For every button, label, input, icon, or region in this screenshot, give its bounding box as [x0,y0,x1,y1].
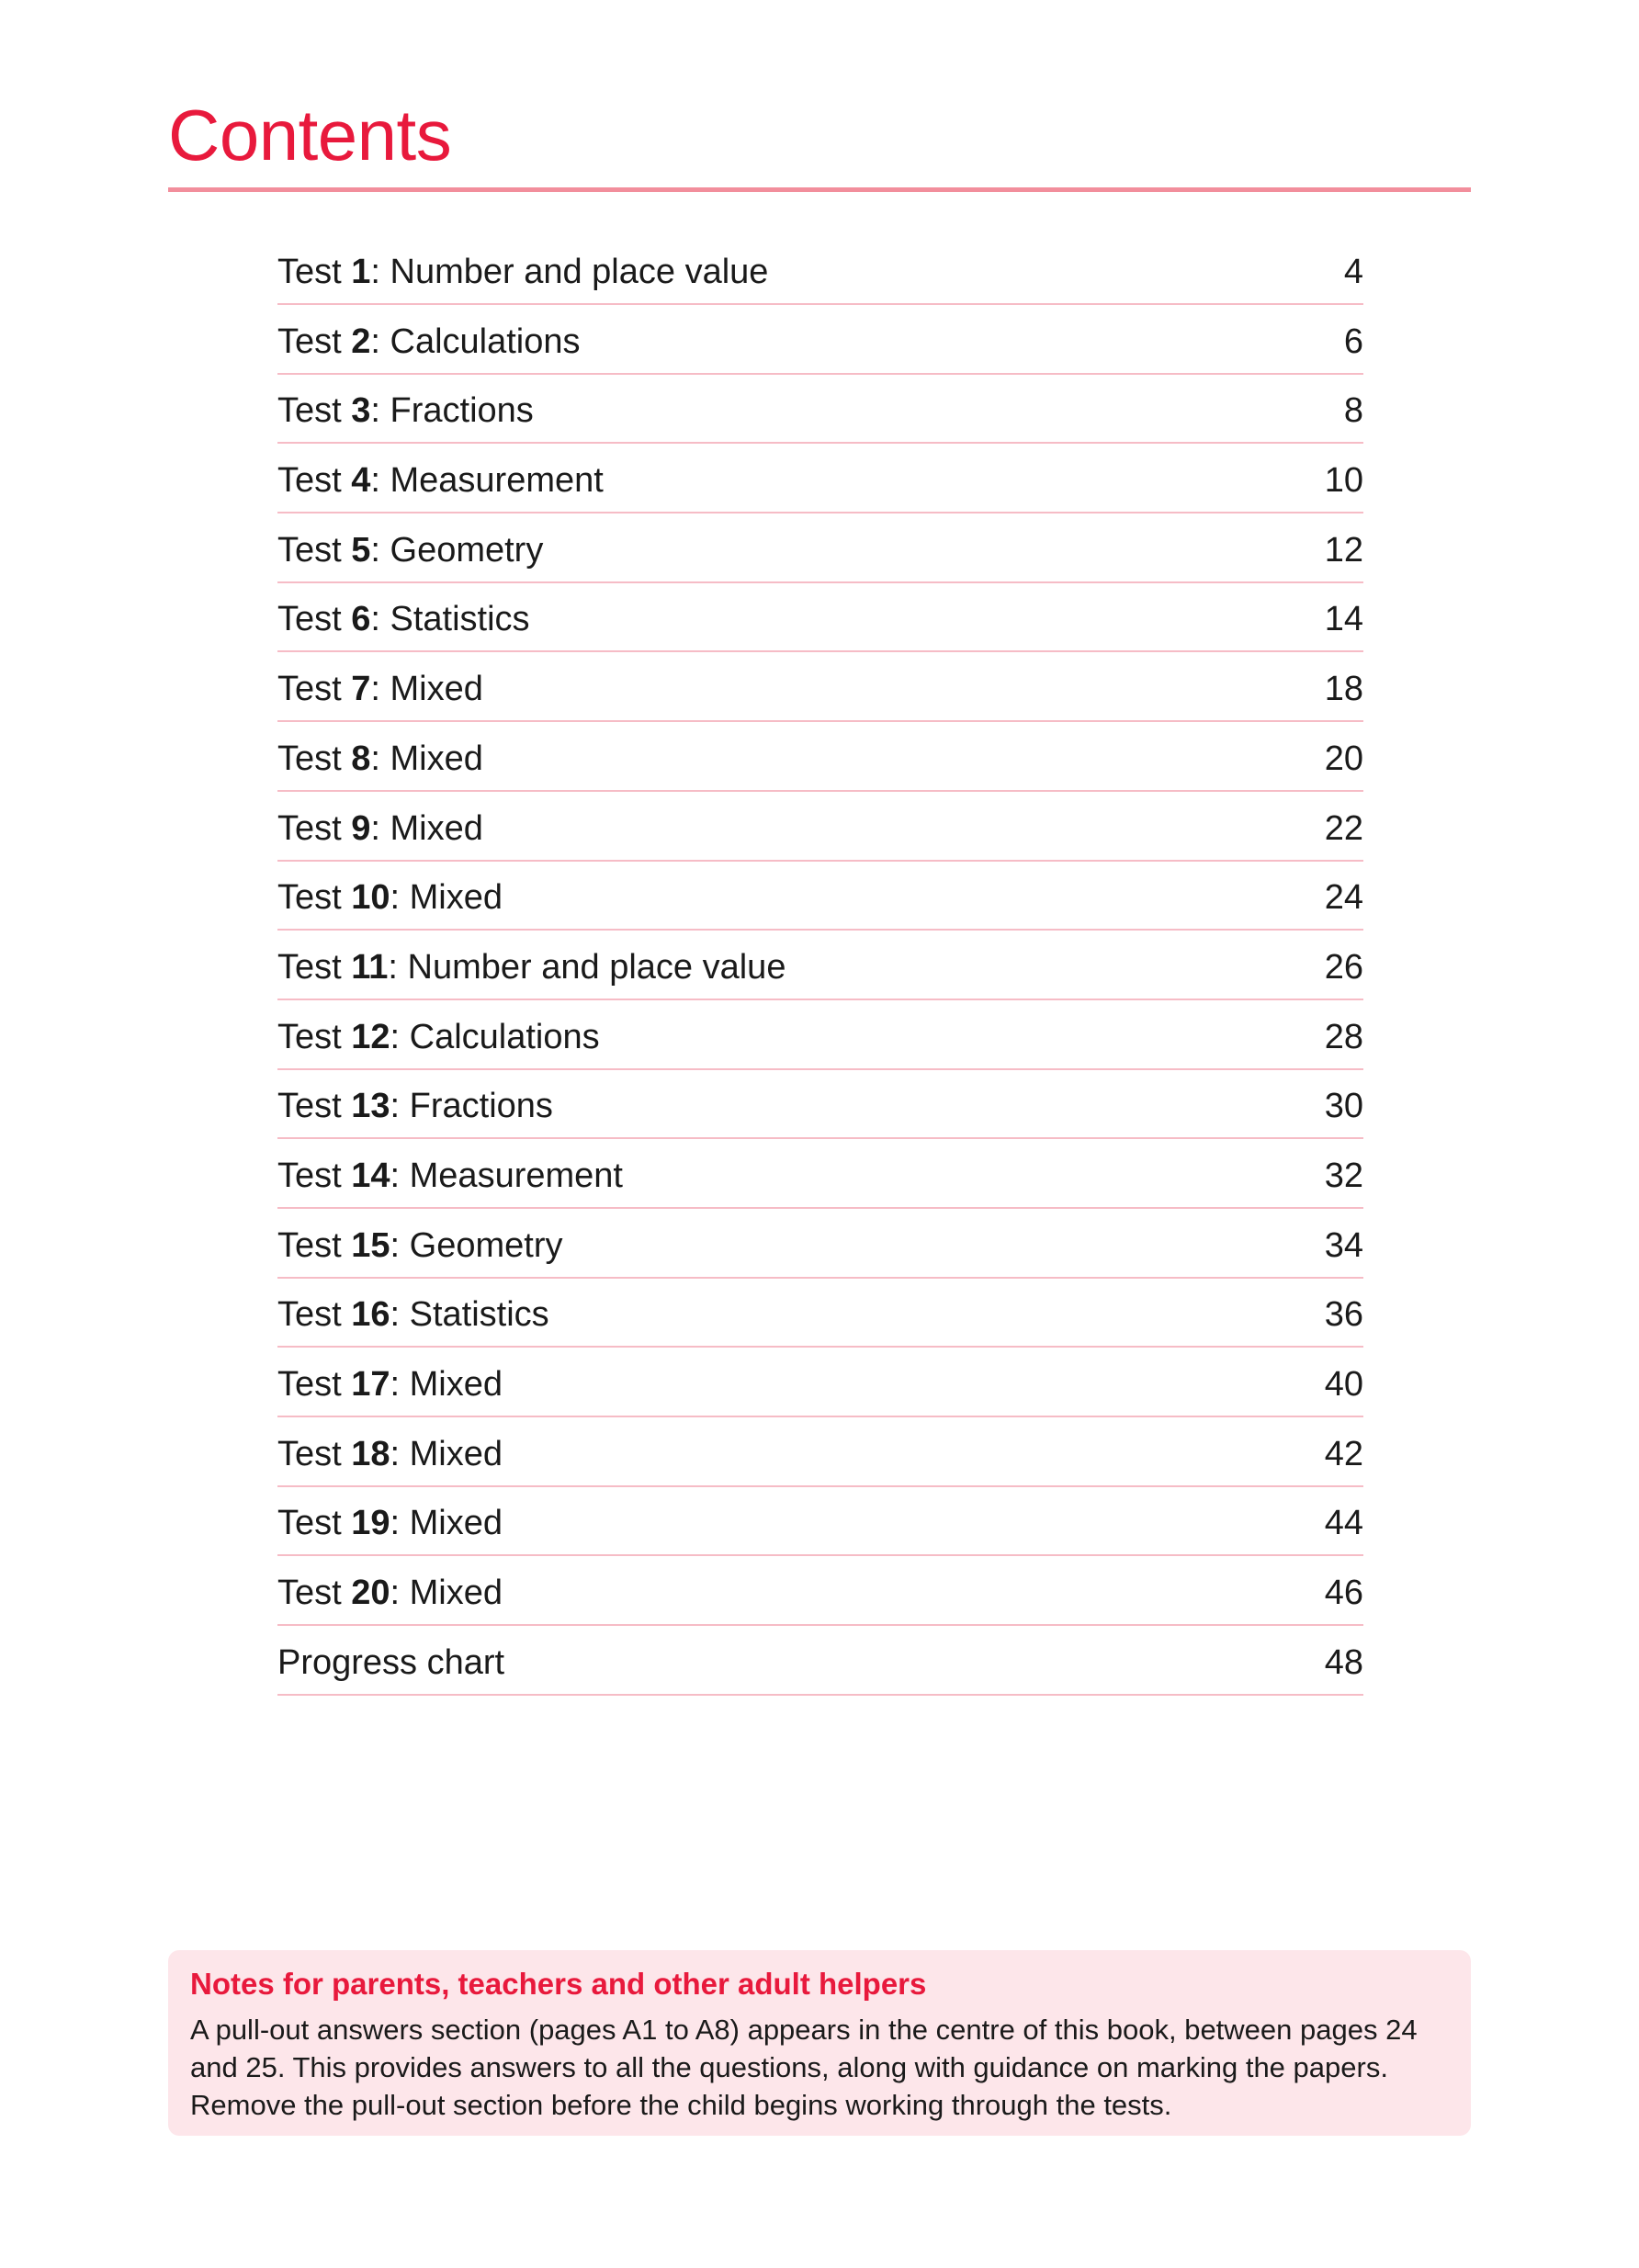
toc-entry-label [277,389,534,431]
toc-entry-title: : Mixed [370,670,483,709]
toc-entry-number: 4 [351,461,371,501]
toc-entry [277,724,1363,792]
toc-entry-page-number: 40 [1324,1365,1363,1404]
toc-entry [277,1558,1363,1626]
toc-entry [277,1141,1363,1209]
toc-entry-page-number: 10 [1324,461,1363,501]
toc-entry [277,1280,1363,1348]
toc-entry-prefix: Test [277,1434,352,1473]
toc-entry-number: 2 [351,322,371,361]
toc-entry-label [277,598,530,637]
toc-entry-page-number: 46 [1324,1574,1363,1613]
toc-entry-title: : Mixed [390,1574,503,1613]
toc-entry-title: : Geometry [390,1225,563,1265]
toc-entry-number: 6 [351,600,371,639]
toc-entry-prefix: Test [277,670,352,709]
toc-entry-number: 13 [351,1087,390,1126]
toc-entry-prefix: Test [277,461,352,501]
toc-entry-title: : Fractions [390,1087,553,1126]
toc-entry-page-number: 4 [1343,253,1363,291]
toc-entry-title: : Mixed [370,808,483,848]
toc-entry-label [277,946,786,985]
toc-entry-page-number: 6 [1343,322,1363,361]
title-underline [168,187,1471,192]
toc-entry-page-number: 48 [1324,1642,1363,1682]
toc-entry-number: 16 [351,1295,390,1335]
toc-entry [277,863,1363,931]
toc-entry-title: : Mixed [390,1434,503,1473]
toc-entry-title: : Mixed [390,1365,503,1404]
toc-entry-label [277,1502,503,1543]
toc-entry-page-number: 8 [1343,391,1363,431]
toc-entry-prefix: Test [277,391,352,431]
toc-entry [277,307,1363,375]
toc-entry-label [277,1293,549,1335]
toc-entry-number: 1 [351,253,371,291]
toc-entry-number: 19 [351,1504,390,1543]
toc-entry-page-number: 30 [1324,1087,1363,1126]
toc-entry-label [277,1642,504,1680]
toc-entry-page-number: 24 [1324,878,1363,918]
toc-entry-title: : Statistics [390,1295,549,1335]
notes-box [168,1950,1471,2136]
toc-entry [277,932,1363,1000]
table-of-contents [277,237,1363,1697]
toc-entry-label [277,251,768,289]
toc-entry-title: : Geometry [370,530,544,570]
toc-entry-number: 10 [351,878,390,918]
toc-entry [277,1002,1363,1070]
toc-entry [277,794,1363,862]
toc-entry-title: : Number and place value [370,253,769,291]
toc-entry-page-number: 32 [1324,1156,1363,1195]
toc-entry-label [277,321,581,359]
toc-entry-number: 17 [351,1365,390,1404]
toc-entry-title: : Mixed [370,739,483,778]
toc-entry-page-number: 26 [1324,947,1363,987]
toc-entry-prefix: Test [277,253,352,291]
toc-entry-number: 7 [351,670,371,709]
toc-entry-number: 15 [351,1225,390,1265]
toc-entry-label [277,459,604,501]
toc-entry-prefix: Test [277,739,352,778]
toc-entry-label [277,1085,553,1126]
toc-entry-prefix: Test [277,1017,352,1056]
toc-entry-page-number: 36 [1324,1295,1363,1335]
toc-entry-title: : Measurement [370,461,604,501]
toc-entry-prefix: Test [277,1504,352,1543]
toc-entry-label [277,738,483,776]
toc-entry-number: 9 [351,808,371,848]
toc-entry-prefix: Test [277,1574,352,1613]
toc-entry-title: : Calculations [390,1017,600,1056]
toc-entry-prefix: Test [277,530,352,570]
toc-entry [277,1628,1363,1696]
toc-entry-label [277,529,543,568]
toc-entry-title: : Number and place value [388,947,786,987]
toc-entry-prefix: Test [277,322,352,361]
toc-entry-label [277,1363,503,1402]
toc-entry-number: 8 [351,739,371,778]
toc-entry [277,1488,1363,1556]
toc-entry [277,1071,1363,1139]
toc-entry [277,1349,1363,1417]
toc-entry-number: 14 [351,1156,390,1195]
toc-entry-prefix: Test [277,1087,352,1126]
toc-entry-label [277,1155,623,1193]
toc-entry-title: : Fractions [370,391,534,431]
toc-entry [277,654,1363,722]
toc-entry [277,1211,1363,1279]
toc-entry [277,376,1363,444]
toc-entry-number: 5 [351,530,371,570]
toc-entry [277,584,1363,652]
toc-entry-page-number: 14 [1324,600,1363,639]
toc-entry-prefix: Test [277,600,352,639]
toc-entry [277,237,1363,305]
toc-entry-prefix: Test [277,878,352,918]
toc-entry-title: : Mixed [390,1504,503,1543]
toc-entry-number: 11 [351,947,389,987]
toc-entry-prefix: Test [277,947,352,987]
toc-entry-page-number: 18 [1324,670,1363,709]
toc-entry-prefix: Progress chart [277,1642,505,1682]
toc-entry-page-number: 22 [1324,808,1363,848]
toc-entry-title: : Calculations [370,322,581,361]
toc-entry [277,446,1363,513]
page-title: Contents [168,95,452,175]
toc-entry-label [277,1433,503,1472]
toc-entry-number: 12 [351,1017,390,1056]
toc-entry-label [277,668,483,709]
toc-entry-prefix: Test [277,1365,352,1404]
toc-entry-title: : Statistics [370,600,530,639]
toc-entry-number: 18 [351,1434,390,1473]
toc-entry-title: : Mixed [390,878,503,918]
toc-entry-prefix: Test [277,808,352,848]
toc-entry-page-number: 20 [1324,739,1363,778]
toc-entry-page-number: 12 [1324,530,1363,570]
toc-entry-title: : Measurement [390,1156,623,1195]
notes-heading: Notes for parents, teachers and other adult helpers [190,1967,927,2001]
toc-entry-label [277,807,483,846]
notes-body: A pull-out answers section (pages A1 to A8) appears in the centre of this book, between pages 24 and 25. This provides answers to all the questions, along with guidance on marking the papers. Remove the pull-out section before the child begins working through the tests. [190,2013,1418,2121]
toc-entry-label [277,1572,503,1613]
toc-entry-label [277,1224,562,1263]
toc-entry [277,1419,1363,1487]
toc-entry-prefix: Test [277,1225,352,1265]
toc-entry-number: 3 [351,391,371,431]
toc-entry-prefix: Test [277,1295,352,1335]
toc-entry-page-number: 34 [1324,1225,1363,1265]
toc-entry-label [277,876,503,918]
toc-entry-page-number: 28 [1324,1017,1363,1056]
toc-entry-page-number: 44 [1324,1504,1363,1543]
toc-entry [277,515,1363,583]
toc-entry-prefix: Test [277,1156,352,1195]
toc-entry-number: 20 [351,1574,390,1613]
toc-entry-label [277,1016,600,1055]
toc-entry-page-number: 42 [1324,1434,1363,1473]
